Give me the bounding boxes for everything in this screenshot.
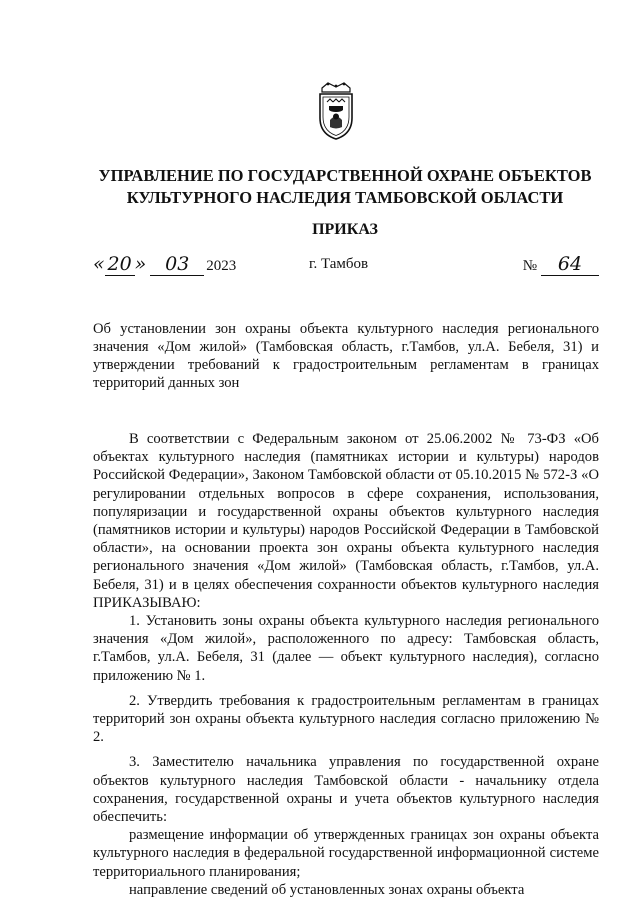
preamble-paragraph: В соответствии с Федеральным законом от 25.06.2002 № 73-ФЗ «Об объектах культурного наследия (памятниках истории и культуры) народов Российской Федерации», Законом Тамбовской области от 05.10.2015 № 572-З «О регулировании отдельных вопросов в сфере сохранения, использования, популяризации и государственной охраны объектов культурного наследия (памятников истории и культуры) народов Российской Федерации в Тамбовской области», на основании проекта зон охраны объекта культурного наследия регионального значения «Дом жилой» (Тамбовская область, г.Тамбов, ул.А. Бебеля, 31) и в целях обеспечения сохранности объектов культурного наследия ПРИКАЗЫВАЮ: — [93, 431, 599, 611]
number-label: № — [522, 258, 537, 274]
order-date — [93, 253, 236, 276]
date-quote-close: » — [134, 253, 147, 275]
number-value: 64 — [541, 253, 599, 276]
item-1-paragraph: 1. Установить зоны охраны объекта культурного наследия регионального значения «Дом жилой», расположенного по адресу: Тамбовская область, г.Тамбов, ул.А. Бебеля, 31 (далее — объект культурного наследия), согласно приложению № 1. — [93, 613, 599, 684]
date-quote-open: « — [93, 253, 105, 275]
order-subject: Об установлении зон охраны объекта культурного наследия регионального значения «Дом жилой» (Тамбовская область, г.Тамбов, ул.А. Бебеля, 31) и утверждении требований к градостроительным регламентам в границах территорий данных зон — [93, 321, 599, 391]
item-3-paragraph: 3. Заместителю начальника управления по государственной охране объектов культурного наследия Тамбовской области - начальнику отдела сохранения, государственной охраны и учета объектов культурного наследия обеспечить: — [93, 754, 599, 826]
order-meta-row — [93, 253, 599, 278]
item-2-paragraph: 2. Утвердить требования к градостроительным регламентам в границах территорий зон охраны объекта культурного наследия согласно приложению № 2. — [93, 692, 599, 746]
date-day: 20 — [105, 253, 135, 276]
item-3a-paragraph: размещение информации об утвержденных границах зон охраны объекта культурного наследия в федеральной государственной информационной системе территориального планирования; — [93, 827, 599, 880]
org-title-line1: УПРАВЛЕНИЕ ПО ГОСУДАРСТВЕННОЙ ОХРАНЕ ОБЪЕКТОВ — [98, 166, 592, 185]
date-month: 03 — [150, 253, 204, 276]
org-title-line2: КУЛЬТУРНОГО НАСЛЕДИЯ ТАМБОВСКОЙ ОБЛАСТИ — [126, 188, 564, 207]
organization-title — [60, 165, 630, 209]
order-number — [523, 253, 599, 276]
item-3b-paragraph: направление сведений об установленных зонах охраны объекта — [129, 881, 525, 898]
order-body — [93, 430, 599, 899]
date-year: 2023 — [206, 258, 237, 274]
coat-of-arms-emblem — [314, 80, 358, 142]
order-city: г. Тамбов — [309, 256, 369, 272]
document-type-heading: ПРИКАЗ — [312, 221, 378, 238]
